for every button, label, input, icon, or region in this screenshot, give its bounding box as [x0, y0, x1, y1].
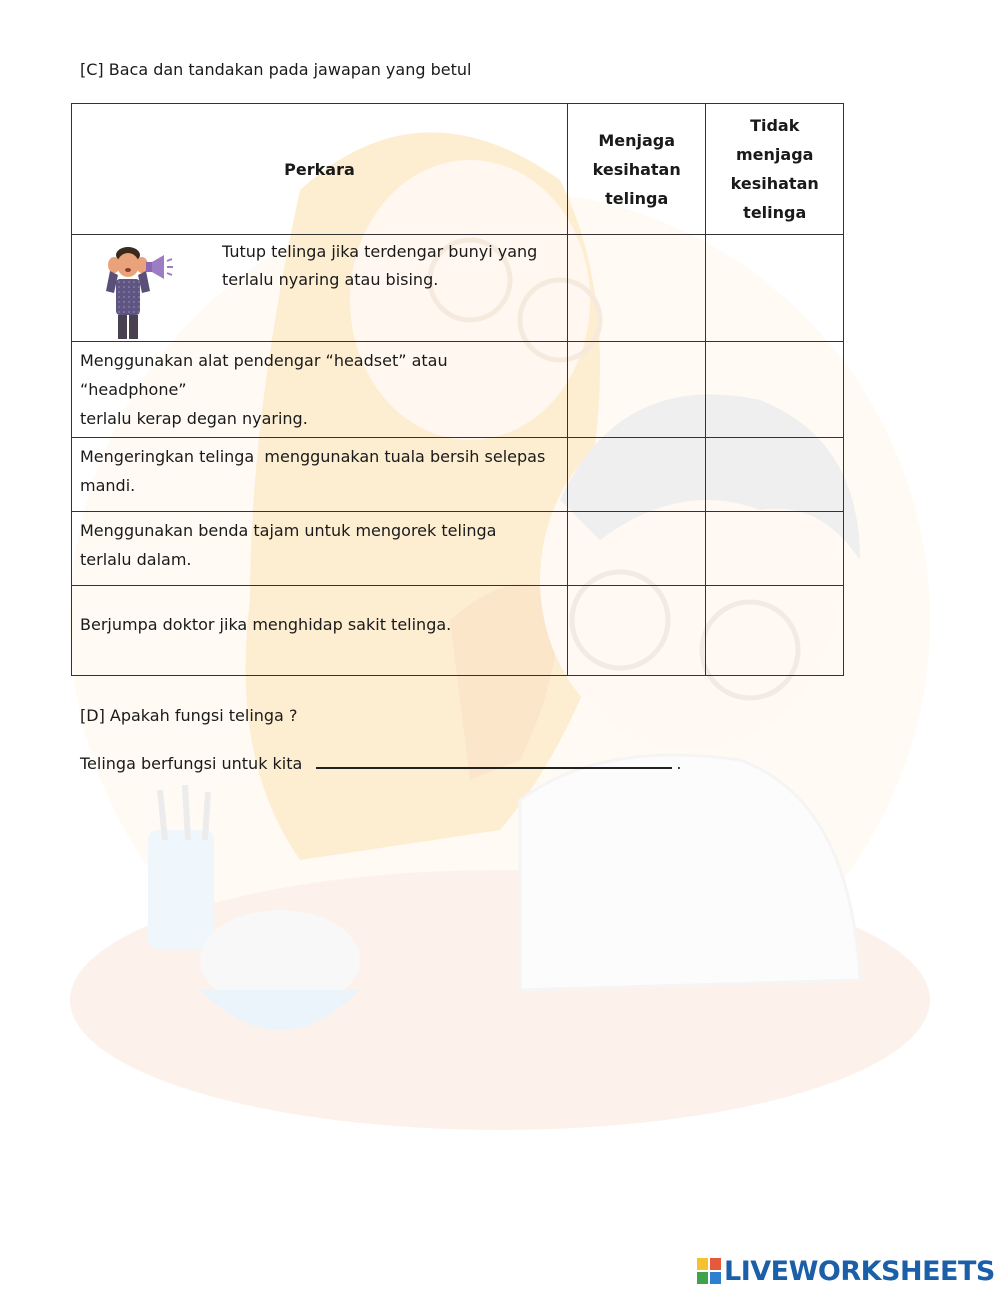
row-5-tidak-menjaga-cell[interactable]: [706, 586, 844, 676]
row-4-perkara: Menggunakan benda tajam untuk mengorek telinga terlalu dalam.: [72, 512, 568, 586]
answer-blank-input[interactable]: [316, 751, 672, 769]
row-1-tidak-menjaga-cell[interactable]: [706, 235, 844, 342]
liveworksheets-logo-text: LIVEWORKSHEETS: [724, 1255, 995, 1287]
row-3-tidak-menjaga-cell[interactable]: [706, 438, 844, 512]
table-row: [72, 512, 844, 586]
table-header-row: [72, 104, 844, 235]
liveworksheets-logo: [697, 1253, 995, 1289]
row-1-text: Tutup telinga jika terdengar bunyi yang terlalu nyaring atau bising.: [222, 242, 538, 289]
header-tidak-menjaga: Tidak menjaga kesihatan telinga: [706, 104, 844, 235]
row-4-menjaga-cell[interactable]: [567, 512, 706, 586]
table-row: [72, 438, 844, 512]
health-practices-table: [71, 103, 844, 676]
table-row: [72, 342, 844, 438]
row-1-perkara: [72, 235, 568, 342]
row-3-menjaga-cell[interactable]: [567, 438, 706, 512]
header-menjaga: Menjaga kesihatan telinga: [567, 104, 706, 235]
table-row: [72, 235, 844, 342]
boy-covering-ears-icon: [72, 235, 212, 340]
row-5-perkara: Berjumpa doktor jika menghidap sakit telinga.: [72, 586, 568, 676]
fill-in-answer-line: [80, 751, 681, 773]
header-perkara: Perkara: [72, 104, 568, 235]
row-2-tidak-menjaga-cell[interactable]: [706, 342, 844, 438]
row-2-menjaga-cell[interactable]: [567, 342, 706, 438]
section-d-title: [D] Apakah fungsi telinga ?: [80, 706, 298, 725]
liveworksheets-logo-icon: [697, 1258, 721, 1284]
answer-prompt: Telinga berfungsi untuk kita: [80, 754, 303, 773]
row-3-perkara: Mengeringkan telinga menggunakan tuala bersih selepas mandi.: [72, 438, 568, 512]
row-5-menjaga-cell[interactable]: [567, 586, 706, 676]
row-1-menjaga-cell[interactable]: [567, 235, 706, 342]
row-4-tidak-menjaga-cell[interactable]: [706, 512, 844, 586]
loud-speaker-icon: [146, 255, 173, 279]
answer-period: .: [676, 754, 682, 773]
table-row: [72, 586, 844, 676]
section-c-title: [C] Baca dan tandakan pada jawapan yang betul: [80, 60, 472, 79]
row-2-perkara: Menggunakan alat pendengar “headset” atau “headphone” terlalu kerap degan nyaring.: [72, 342, 568, 438]
